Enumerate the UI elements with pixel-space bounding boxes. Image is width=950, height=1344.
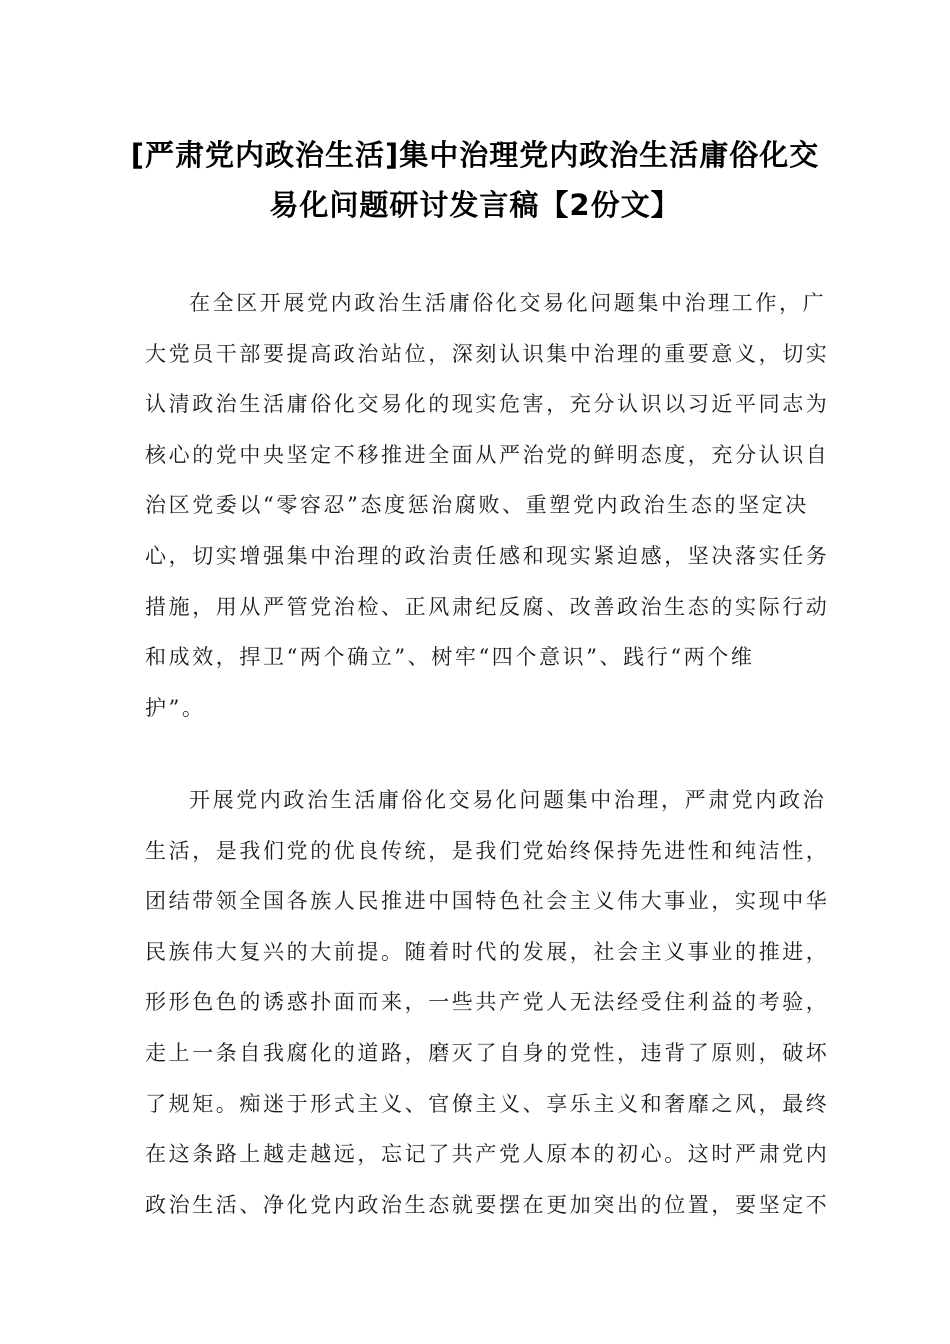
paragraph-line: 大党员干部要提高政治站位，深刻认识集中治理的重要意义，切实 bbox=[145, 341, 830, 366]
paragraph-line: 在这条路上越走越远，忘记了共产党人原本的初心。这时严肃党内 bbox=[145, 1142, 830, 1167]
paragraph-line: 在全区开展党内政治生活庸俗化交易化问题集中治理工作，广 bbox=[189, 291, 827, 315]
title-line: [严肃党内政治生活]集中治理党内政治生活庸俗化交 bbox=[130, 138, 820, 172]
paragraph-line: 认清政治生活庸俗化交易化的现实危害，充分认识以习近平同志为 bbox=[145, 392, 830, 417]
paragraph-line: 和成效，捍卫“两个确立”、树牢“四个意识”、践行“两个维 bbox=[145, 645, 755, 670]
title-line: 易化问题研讨发言稿【2份文】 bbox=[269, 188, 681, 222]
paragraph-line: 心，切实增强集中治理的政治责任感和现实紧迫感，坚决落实任务 bbox=[145, 543, 830, 568]
paragraph-line: 政治生活、净化党内政治生态就要摆在更加突出的位置，要坚定不 bbox=[145, 1192, 830, 1217]
document-title bbox=[120, 130, 830, 230]
paragraph-line: 治区党委以“零容忍”态度惩治腐败、重塑党内政治生态的坚定决 bbox=[145, 493, 809, 518]
paragraph-line: 民族伟大复兴的大前提。随着时代的发展，社会主义事业的推进， bbox=[145, 939, 830, 964]
paragraph-line: 措施，用从严管党治检、正风肃纪反腐、改善政治生态的实际行动 bbox=[145, 594, 830, 619]
paragraph-line: 核心的党中央坚定不移推进全面从严治党的鲜明态度，充分认识自 bbox=[145, 442, 830, 467]
paragraph-line: 团结带领全国各族人民推进中国特色社会主义伟大事业，实现中华 bbox=[145, 889, 830, 914]
body-paragraph bbox=[145, 278, 830, 733]
paragraph-line: 了规矩。痴迷于形式主义、官僚主义、享乐主义和奢靡之风，最终 bbox=[145, 1091, 830, 1116]
paragraph-line: 护”。 bbox=[145, 695, 206, 720]
paragraph-line: 开展党内政治生活庸俗化交易化问题集中治理，严肃党内政治 bbox=[189, 788, 827, 812]
paragraph-line: 形形色色的诱惑扑面而来，一些共产党人无法经受住利益的考验， bbox=[145, 990, 830, 1015]
paragraph-line: 走上一条自我腐化的道路，磨灭了自身的党性，违背了原则，破坏 bbox=[145, 1040, 830, 1065]
paragraph-line: 生活，是我们党的优良传统，是我们党始终保持先进性和纯洁性， bbox=[145, 838, 830, 863]
body-paragraph bbox=[145, 775, 830, 1230]
